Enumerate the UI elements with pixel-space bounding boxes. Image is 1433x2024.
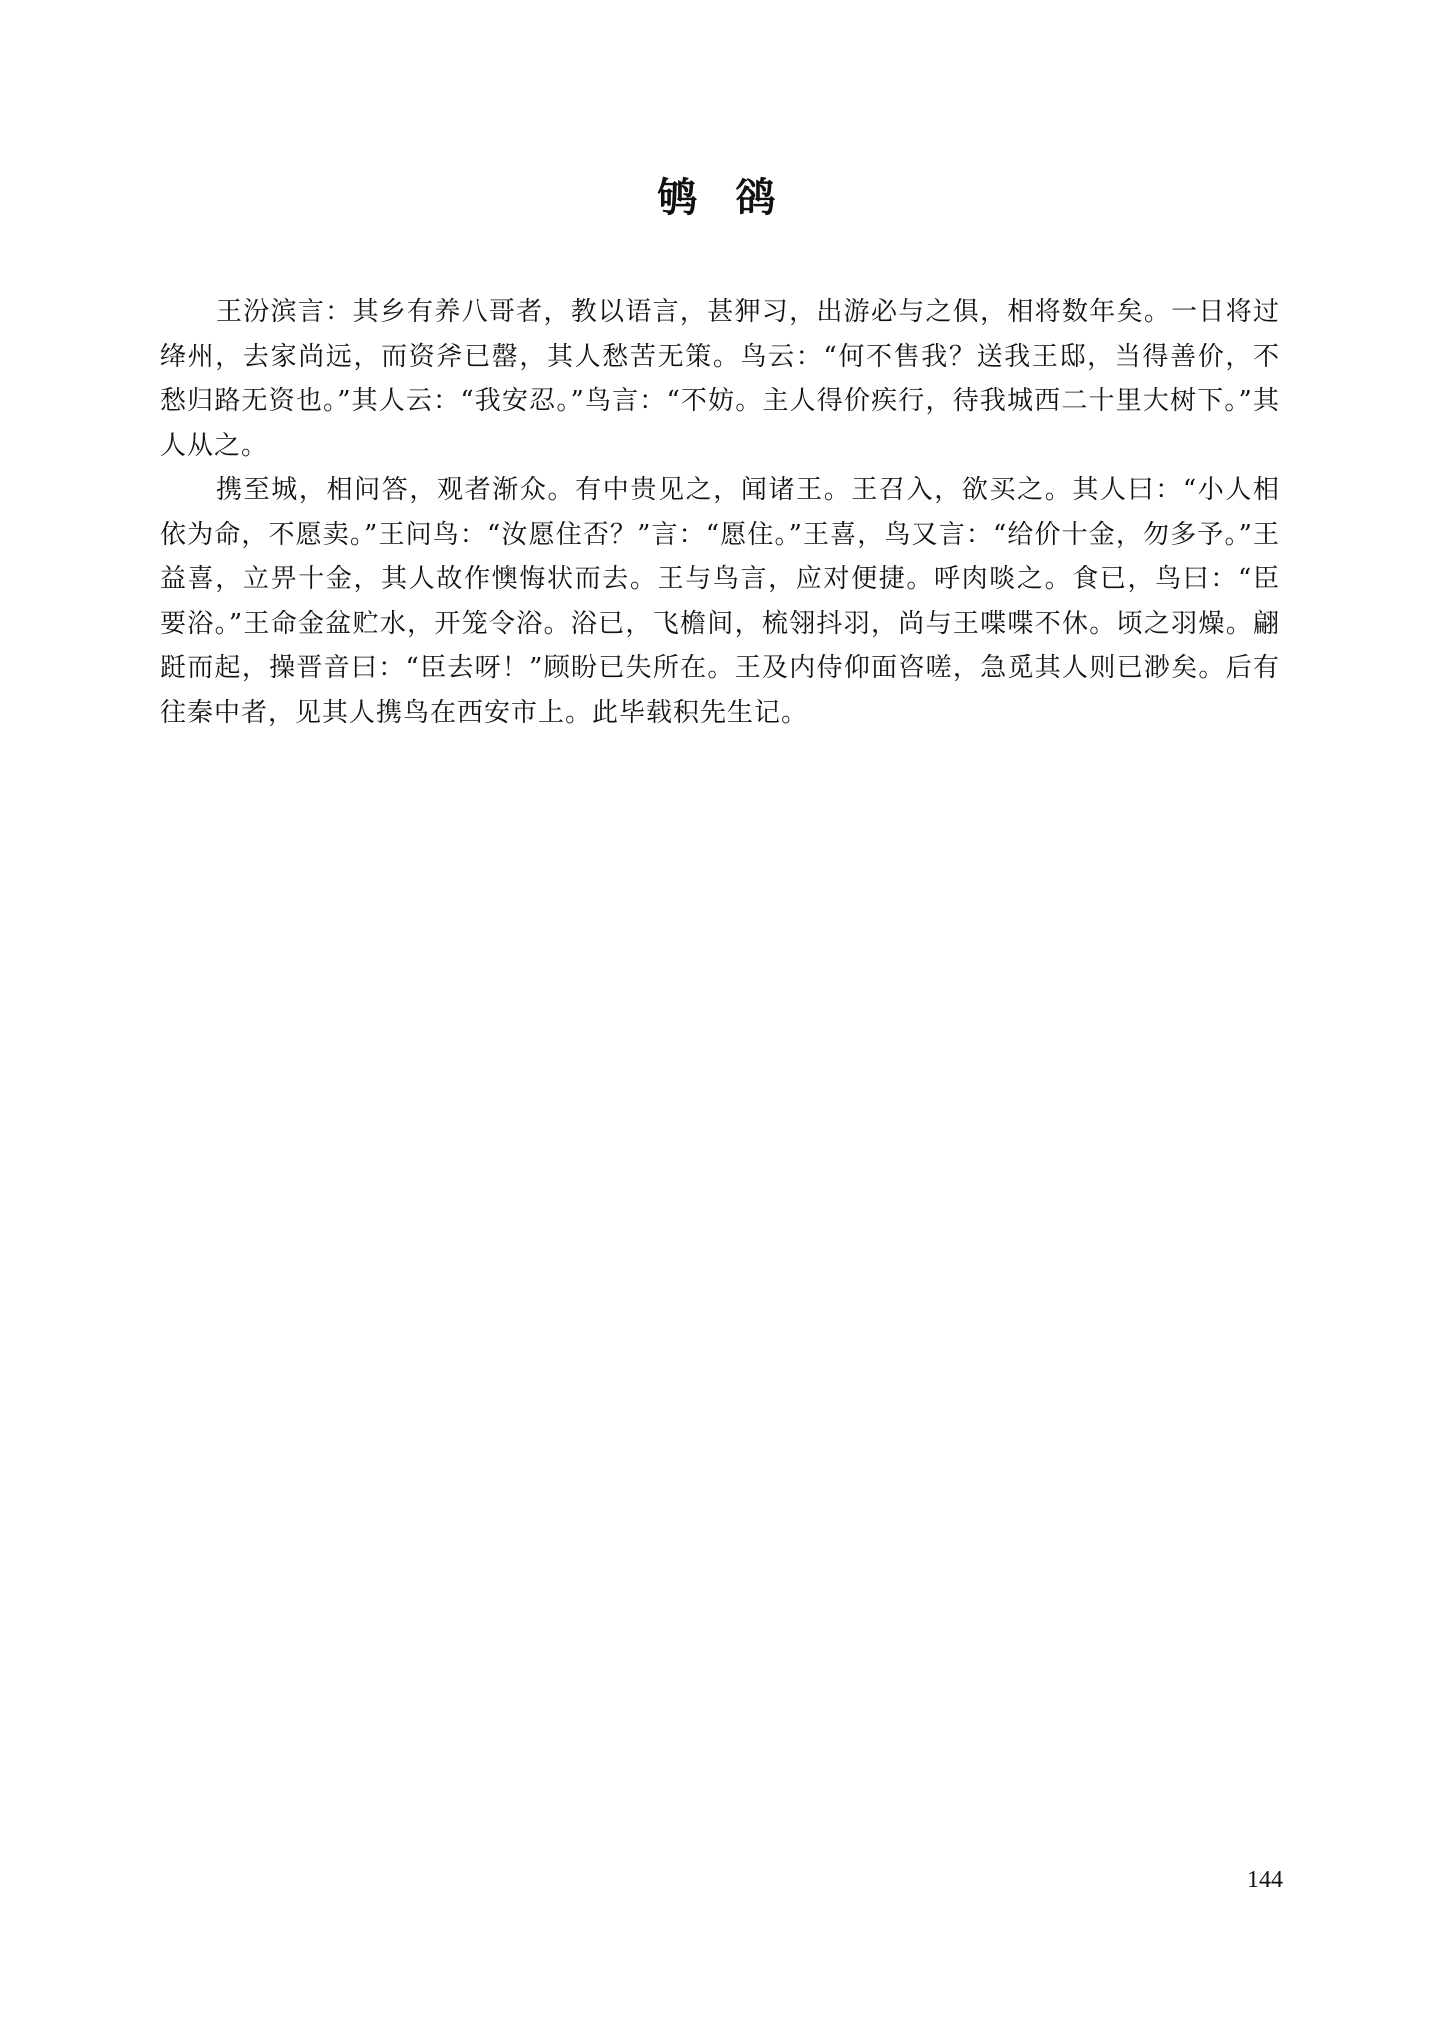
body-text xyxy=(160,290,1280,735)
page-number: 144 xyxy=(1247,1867,1283,1893)
page-title: 鸲鹆 xyxy=(657,175,814,221)
paragraph-1: 王汾滨言：其乡有养八哥者，教以语言，甚狎习，出游必与之俱，相将数年矣。一日将过绛州，去家尚远，而资斧已罄，其人愁苦无策。鸟云：“何不售我？送我王邸，当得善价，不愁归路无资也。”其人云：“我安忍。”鸟言：“不妨。主人得价疾行，待我城西二十里大树下。”其人从之。 xyxy=(160,297,1280,461)
paragraph-2: 携至城，相问答，观者渐众。有中贵见之，闻诸王。王召入，欲买之。其人曰：“小人相依为命，不愿卖。”王问鸟：“汝愿住否？”言：“愿住。”王喜，鸟又言：“给价十金，勿多予。”王益喜，立畀十金，其人故作懊悔状而去。王与鸟言，应对便捷。呼肉啖之。食已，鸟曰：“臣要浴。”王命金盆贮水，开笼令浴。浴已，飞檐间，梳翎抖羽，尚与王喋喋不休。顷之羽燥。翩跹而起，操晋音曰：“臣去呀！”顾盼已失所在。王及内侍仰面咨嗟，急觅其人则已渺矣。后有往秦中者，见其人携鸟在西安市上。此毕载积先生记。 xyxy=(160,475,1280,728)
